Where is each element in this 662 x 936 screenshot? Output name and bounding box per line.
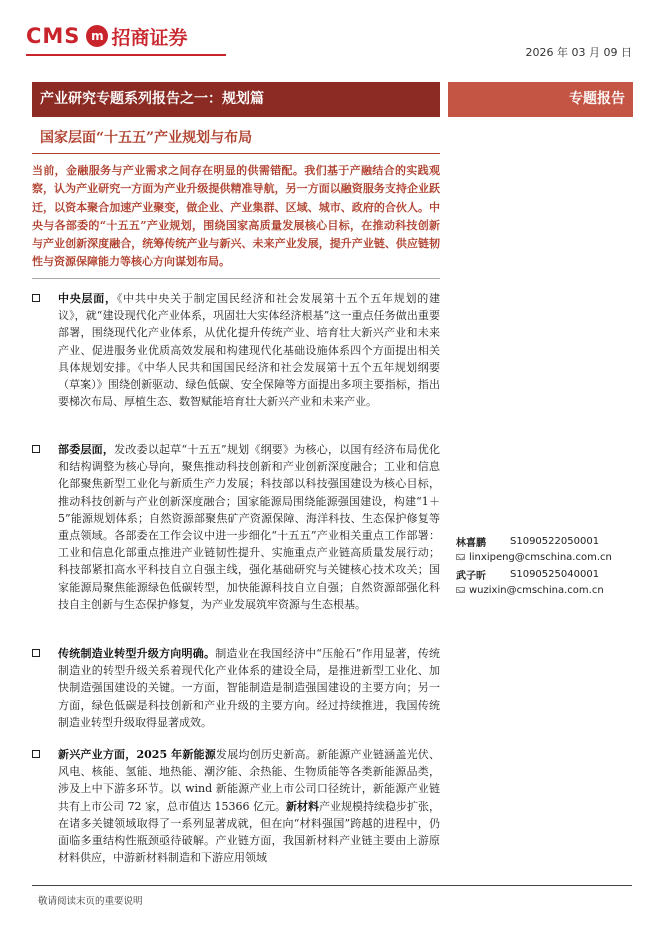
bullet-text bbox=[58, 645, 440, 731]
report-type-label: 专题报告 bbox=[448, 82, 633, 117]
bullet-body: 发改委以起草“十五五”规划《纲要》为核心，以国有经济布局优化和结构调整为核心导向，聚焦推动科技创新和产业创新深度融合；工业和信息化部聚焦新型工业化与新质生产力发展；科技部以科技强国建设为核心目标，推动科技创新与产业创新深度融合；国家能源局围绕能源强国建设，构建“1＋5”能源规划体系；自然资源部聚焦矿产资源保障、海洋科技、生态保护修复等重点领域。各部委在工作会议中进一步细化“十五五”产业相关重点工作部署：工业和信息化部重点推进产业链韧性提升、实施重点产业链高质量发展行动；科技部紧扣高水平科技自立自强主线，强化基础研究与关键核心技术攻关；国家能源局聚焦能源绿色低碳转型，加快能源科技自立自强；自然资源部强化科技自主创新与生态保护修复，为产业发展筑牢资源与生态根基。 bbox=[58, 443, 440, 611]
report-subtitle: 国家层面“十五五”产业规划与布局 bbox=[40, 130, 253, 146]
bullet-body: 《中共中央关于制定国民经济和社会发展第十五个五年规划的建议》，就“建设现代化产业体系，巩固壮大实体经济根基”这一重点任务做出重要部署，围绕现代化产业体系，从优化提升传统产业、培育壮大新兴产业和未来产业、促进服务业优质高效发展和构建现代化基础设施体系四个方面提出相关具体规划安排。《中华人民共和国国民经济和社会发展第十五个五年规划纲要（草案）》围绕创新驱动、绿色低碳、安全保障等方面提出多项主要指标，指出要梯次布局、厚植生态、数智赋能培育壮大新兴产业和未来产业。 bbox=[58, 292, 440, 409]
analyst-name: 武子昕 bbox=[456, 570, 486, 582]
bullet-strong: 新材料 bbox=[285, 799, 319, 813]
bullet-traditional-manufacturing bbox=[32, 645, 440, 731]
analyst-cert-number: S1090522050001 bbox=[510, 535, 600, 547]
mail-icon bbox=[456, 587, 465, 593]
bullet-text bbox=[58, 746, 440, 866]
analyst-block-2 bbox=[456, 566, 641, 598]
analyst-block-1 bbox=[456, 533, 641, 565]
logo-emblem-icon: m bbox=[86, 25, 108, 47]
series-title-bar: 产业研究专题系列报告之一：规划篇 bbox=[32, 82, 440, 117]
bullet-body: 发展均创历史新高。新能源产业链涵盖光伏、风电、核能、氢能、地热能、潮汐能、余热能、生物质能等各类新能源品类，涉及上中下游多环节。以 wind 新能源产业上市公司口径统计，新能源产业链共有上市公司 72 家，总市值达 15366 亿元。 bbox=[58, 748, 440, 813]
bullet-square-icon bbox=[32, 649, 40, 657]
logo-cms-text: CMS bbox=[26, 24, 81, 48]
logo-chinese-name: 招商证券 bbox=[111, 26, 188, 49]
bullet-ministry-level bbox=[32, 441, 440, 613]
mail-icon bbox=[456, 554, 465, 560]
analyst-email[interactable]: wuzixin@cmschina.com.cn bbox=[469, 584, 604, 596]
abstract-divider bbox=[32, 278, 440, 279]
logo-underline bbox=[26, 54, 226, 56]
bullet-square-icon bbox=[32, 750, 40, 758]
bullet-lead: 部委层面， bbox=[58, 443, 115, 456]
bullet-central-level bbox=[32, 290, 440, 410]
bullet-emerging-industries bbox=[32, 746, 440, 866]
report-date: 2026 年 03 月 09 日 bbox=[525, 46, 632, 59]
bullet-lead: 中央层面， bbox=[58, 292, 117, 305]
company-logo bbox=[26, 20, 187, 52]
bullet-text bbox=[58, 441, 440, 613]
analyst-email[interactable]: linxipeng@cmschina.com.cn bbox=[469, 551, 612, 563]
bullet-body: 产业规模持续稳步扩张，在诸多关键领域取得了一系列显著成就，但在向“材料强国”跨越的进程中，仍面临多重结构性瓶颈亟待破解。产业链方面，我国新材料产业链主要由上游原材料供应，中游新材料制造和下游应用领域 bbox=[58, 799, 441, 865]
subtitle-divider bbox=[32, 153, 440, 154]
bullet-text bbox=[58, 290, 440, 410]
bullet-lead: 新兴产业方面，2025 年新能源 bbox=[58, 748, 216, 761]
report-abstract: 当前，金融服务与产业需求之间存在明显的供需错配。我们基于产融结合的实践观察，认为产业研究一方面为产业升级提供精准导航，另一方面以融资服务支持企业跃迁，以资本聚合加速产业聚变，做企业、产业集群、区域、城市、政府的合伙人。中央与各部委的“十五五”产业规划，围绕国家高质量发展核心目标，在推动科技创新与产业创新深度融合，统筹传统产业与新兴、未来产业发展，提升产业链、供应链韧性与资源保障能力等核心方向谋划布局。 bbox=[32, 164, 440, 269]
footer-disclaimer: 敬请阅读末页的重要说明 bbox=[38, 896, 143, 907]
bullet-body: 制造业在我国经济中“压舱石”作用显著，传统制造业的转型升级关系着现代化产业体系的建设全局，是推进新型工业化、加快制造强国建设的关键。一方面，智能制造是制造强国建设的主要方向；另一方面，绿色低碳是科技创新和产业升级的主要方向。经过持续推进，我国传统制造业转型升级取得显著成效。 bbox=[58, 647, 441, 729]
bullet-square-icon bbox=[32, 445, 40, 453]
analyst-cert-number: S1090525040001 bbox=[510, 568, 600, 580]
bullet-square-icon bbox=[32, 294, 40, 302]
footer-divider bbox=[32, 885, 632, 886]
bullet-lead: 传统制造业转型升级方向明确。 bbox=[58, 647, 216, 660]
analyst-name: 林喜鹏 bbox=[456, 537, 486, 549]
